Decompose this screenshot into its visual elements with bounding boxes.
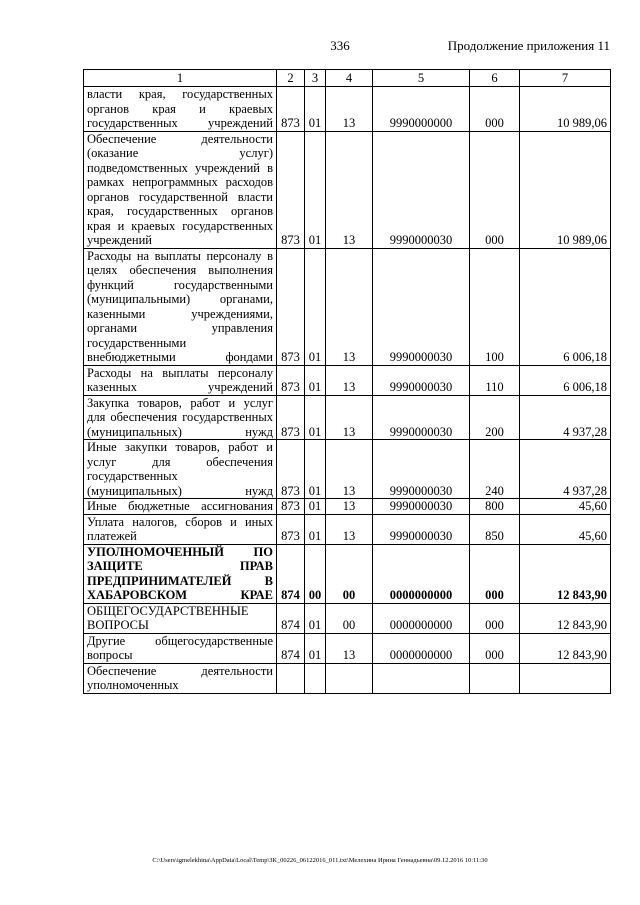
column-header: 2 xyxy=(277,70,305,87)
row-name-cell: Обеспечение деятельности уполномоченных xyxy=(84,663,277,693)
expense-type-cell: 240 xyxy=(470,440,520,499)
admin-code-cell: 873 xyxy=(277,131,305,248)
amount-cell: 6 006,18 xyxy=(520,365,611,395)
target-article-cell: 9990000030 xyxy=(373,514,470,544)
table-row xyxy=(84,603,611,633)
admin-code-cell: 874 xyxy=(277,603,305,633)
subsection-cell: 13 xyxy=(326,87,373,132)
section-cell: 01 xyxy=(305,395,326,440)
amount-cell: 10 989,06 xyxy=(520,131,611,248)
expense-type-cell: 000 xyxy=(470,603,520,633)
target-article-cell: 9990000030 xyxy=(373,365,470,395)
section-cell: 01 xyxy=(305,633,326,663)
row-name-cell: Иные закупки товаров, работ и услуг для обеспечения государственных (муниципальных) нужд xyxy=(84,440,277,499)
amount-cell xyxy=(520,663,611,693)
table-row xyxy=(84,248,611,365)
amount-cell: 45,60 xyxy=(520,514,611,544)
amount-cell: 12 843,90 xyxy=(520,544,611,603)
expense-type-cell: 100 xyxy=(470,248,520,365)
admin-code-cell xyxy=(277,663,305,693)
subsection-cell: 13 xyxy=(326,514,373,544)
budget-table xyxy=(83,69,611,694)
row-name-cell: Расходы на выплаты персоналу казенных учреждений xyxy=(84,365,277,395)
subsection-cell: 13 xyxy=(326,131,373,248)
row-name-cell: ОБЩЕГОСУДАРСТВЕННЫЕ ВОПРОСЫ xyxy=(84,603,277,633)
row-name-cell: Обеспечение деятельности (оказание услуг) подведомственных учреждений в рамках непрограммных расходов органов государственной власти края, государственных органов края и краевых государственных учреждений xyxy=(84,131,277,248)
admin-code-cell: 873 xyxy=(277,248,305,365)
table-row xyxy=(84,663,611,693)
table-row xyxy=(84,499,611,515)
expense-type-cell: 000 xyxy=(470,131,520,248)
subsection-cell: 13 xyxy=(326,499,373,515)
amount-cell: 12 843,90 xyxy=(520,603,611,633)
section-cell: 01 xyxy=(305,440,326,499)
section-cell: 01 xyxy=(305,514,326,544)
admin-code-cell: 873 xyxy=(277,499,305,515)
row-name-cell: власти края, государственных органов края и краевых государственных учреждений xyxy=(84,87,277,132)
table-row xyxy=(84,131,611,248)
table-row xyxy=(84,633,611,663)
section-cell: 01 xyxy=(305,365,326,395)
column-header: 6 xyxy=(470,70,520,87)
expense-type-cell: 110 xyxy=(470,365,520,395)
column-header: 5 xyxy=(373,70,470,87)
admin-code-cell: 874 xyxy=(277,633,305,663)
expense-type-cell: 200 xyxy=(470,395,520,440)
target-article-cell: 9990000030 xyxy=(373,395,470,440)
row-name-cell: Иные бюджетные ассигнования xyxy=(84,499,277,515)
subsection-cell: 00 xyxy=(326,603,373,633)
row-name-cell: Другие общегосударственные вопросы xyxy=(84,633,277,663)
target-article-cell: 9990000030 xyxy=(373,248,470,365)
expense-type-cell: 000 xyxy=(470,87,520,132)
target-article-cell: 0000000000 xyxy=(373,603,470,633)
target-article-cell xyxy=(373,663,470,693)
expense-type-cell: 850 xyxy=(470,514,520,544)
continuation-label: Продолжение приложения 11 xyxy=(447,38,610,53)
table-row xyxy=(84,544,611,603)
table-row xyxy=(84,87,611,132)
amount-cell: 4 937,28 xyxy=(520,395,611,440)
table-row xyxy=(84,395,611,440)
amount-cell: 6 006,18 xyxy=(520,248,611,365)
column-number-row xyxy=(84,70,611,87)
admin-code-cell: 873 xyxy=(277,365,305,395)
row-name-cell: Закупка товаров, работ и услуг для обеспечения государственных (муниципальных) нужд xyxy=(84,395,277,440)
subsection-cell: 13 xyxy=(326,365,373,395)
admin-code-cell: 873 xyxy=(277,514,305,544)
amount-cell: 12 843,90 xyxy=(520,633,611,663)
page-number: 336 xyxy=(330,38,350,53)
expense-type-cell: 000 xyxy=(470,633,520,663)
section-cell: 00 xyxy=(305,544,326,603)
amount-cell: 4 937,28 xyxy=(520,440,611,499)
table-row xyxy=(84,514,611,544)
subsection-cell: 13 xyxy=(326,633,373,663)
target-article-cell: 9990000030 xyxy=(373,499,470,515)
target-article-cell: 0000000000 xyxy=(373,633,470,663)
subsection-cell: 13 xyxy=(326,248,373,365)
section-cell xyxy=(305,663,326,693)
subsection-cell: 13 xyxy=(326,395,373,440)
row-name-cell: Уплата налогов, сборов и иных платежей xyxy=(84,514,277,544)
section-cell: 01 xyxy=(305,87,326,132)
admin-code-cell: 873 xyxy=(277,395,305,440)
target-article-cell: 0000000000 xyxy=(373,544,470,603)
table-row xyxy=(84,365,611,395)
section-cell: 01 xyxy=(305,131,326,248)
column-header: 3 xyxy=(305,70,326,87)
row-name-cell: Расходы на выплаты персоналу в целях обеспечения выполнения функций государственными (муниципальными) органами, казенными учреждениями, органами управления государственными внебюджетными фондами xyxy=(84,248,277,365)
section-cell: 01 xyxy=(305,603,326,633)
subsection-cell: 13 xyxy=(326,440,373,499)
admin-code-cell: 873 xyxy=(277,87,305,132)
subsection-cell xyxy=(326,663,373,693)
target-article-cell: 9990000030 xyxy=(373,440,470,499)
table-row xyxy=(84,440,611,499)
column-header: 4 xyxy=(326,70,373,87)
section-cell: 01 xyxy=(305,248,326,365)
amount-cell: 10 989,06 xyxy=(520,87,611,132)
expense-type-cell xyxy=(470,663,520,693)
row-name-cell: УПОЛНОМОЧЕННЫЙ ПО ЗАЩИТЕ ПРАВ ПРЕДПРИНИМАТЕЛЕЙ В ХАБАРОВСКОМ КРАЕ xyxy=(84,544,277,603)
file-path-footer: C:\Users\igmelekhina\AppData\Local\Temp\ЗК_00226_06122016_011.txt\Мелехина Ирина Геннадьевна\09.12.2016 10:11:30 xyxy=(152,857,488,864)
column-header: 7 xyxy=(520,70,611,87)
section-cell: 01 xyxy=(305,499,326,515)
target-article-cell: 9990000030 xyxy=(373,131,470,248)
column-header: 1 xyxy=(84,70,277,87)
expense-type-cell: 000 xyxy=(470,544,520,603)
subsection-cell: 00 xyxy=(326,544,373,603)
amount-cell: 45,60 xyxy=(520,499,611,515)
admin-code-cell: 874 xyxy=(277,544,305,603)
target-article-cell: 9990000000 xyxy=(373,87,470,132)
expense-type-cell: 800 xyxy=(470,499,520,515)
admin-code-cell: 873 xyxy=(277,440,305,499)
